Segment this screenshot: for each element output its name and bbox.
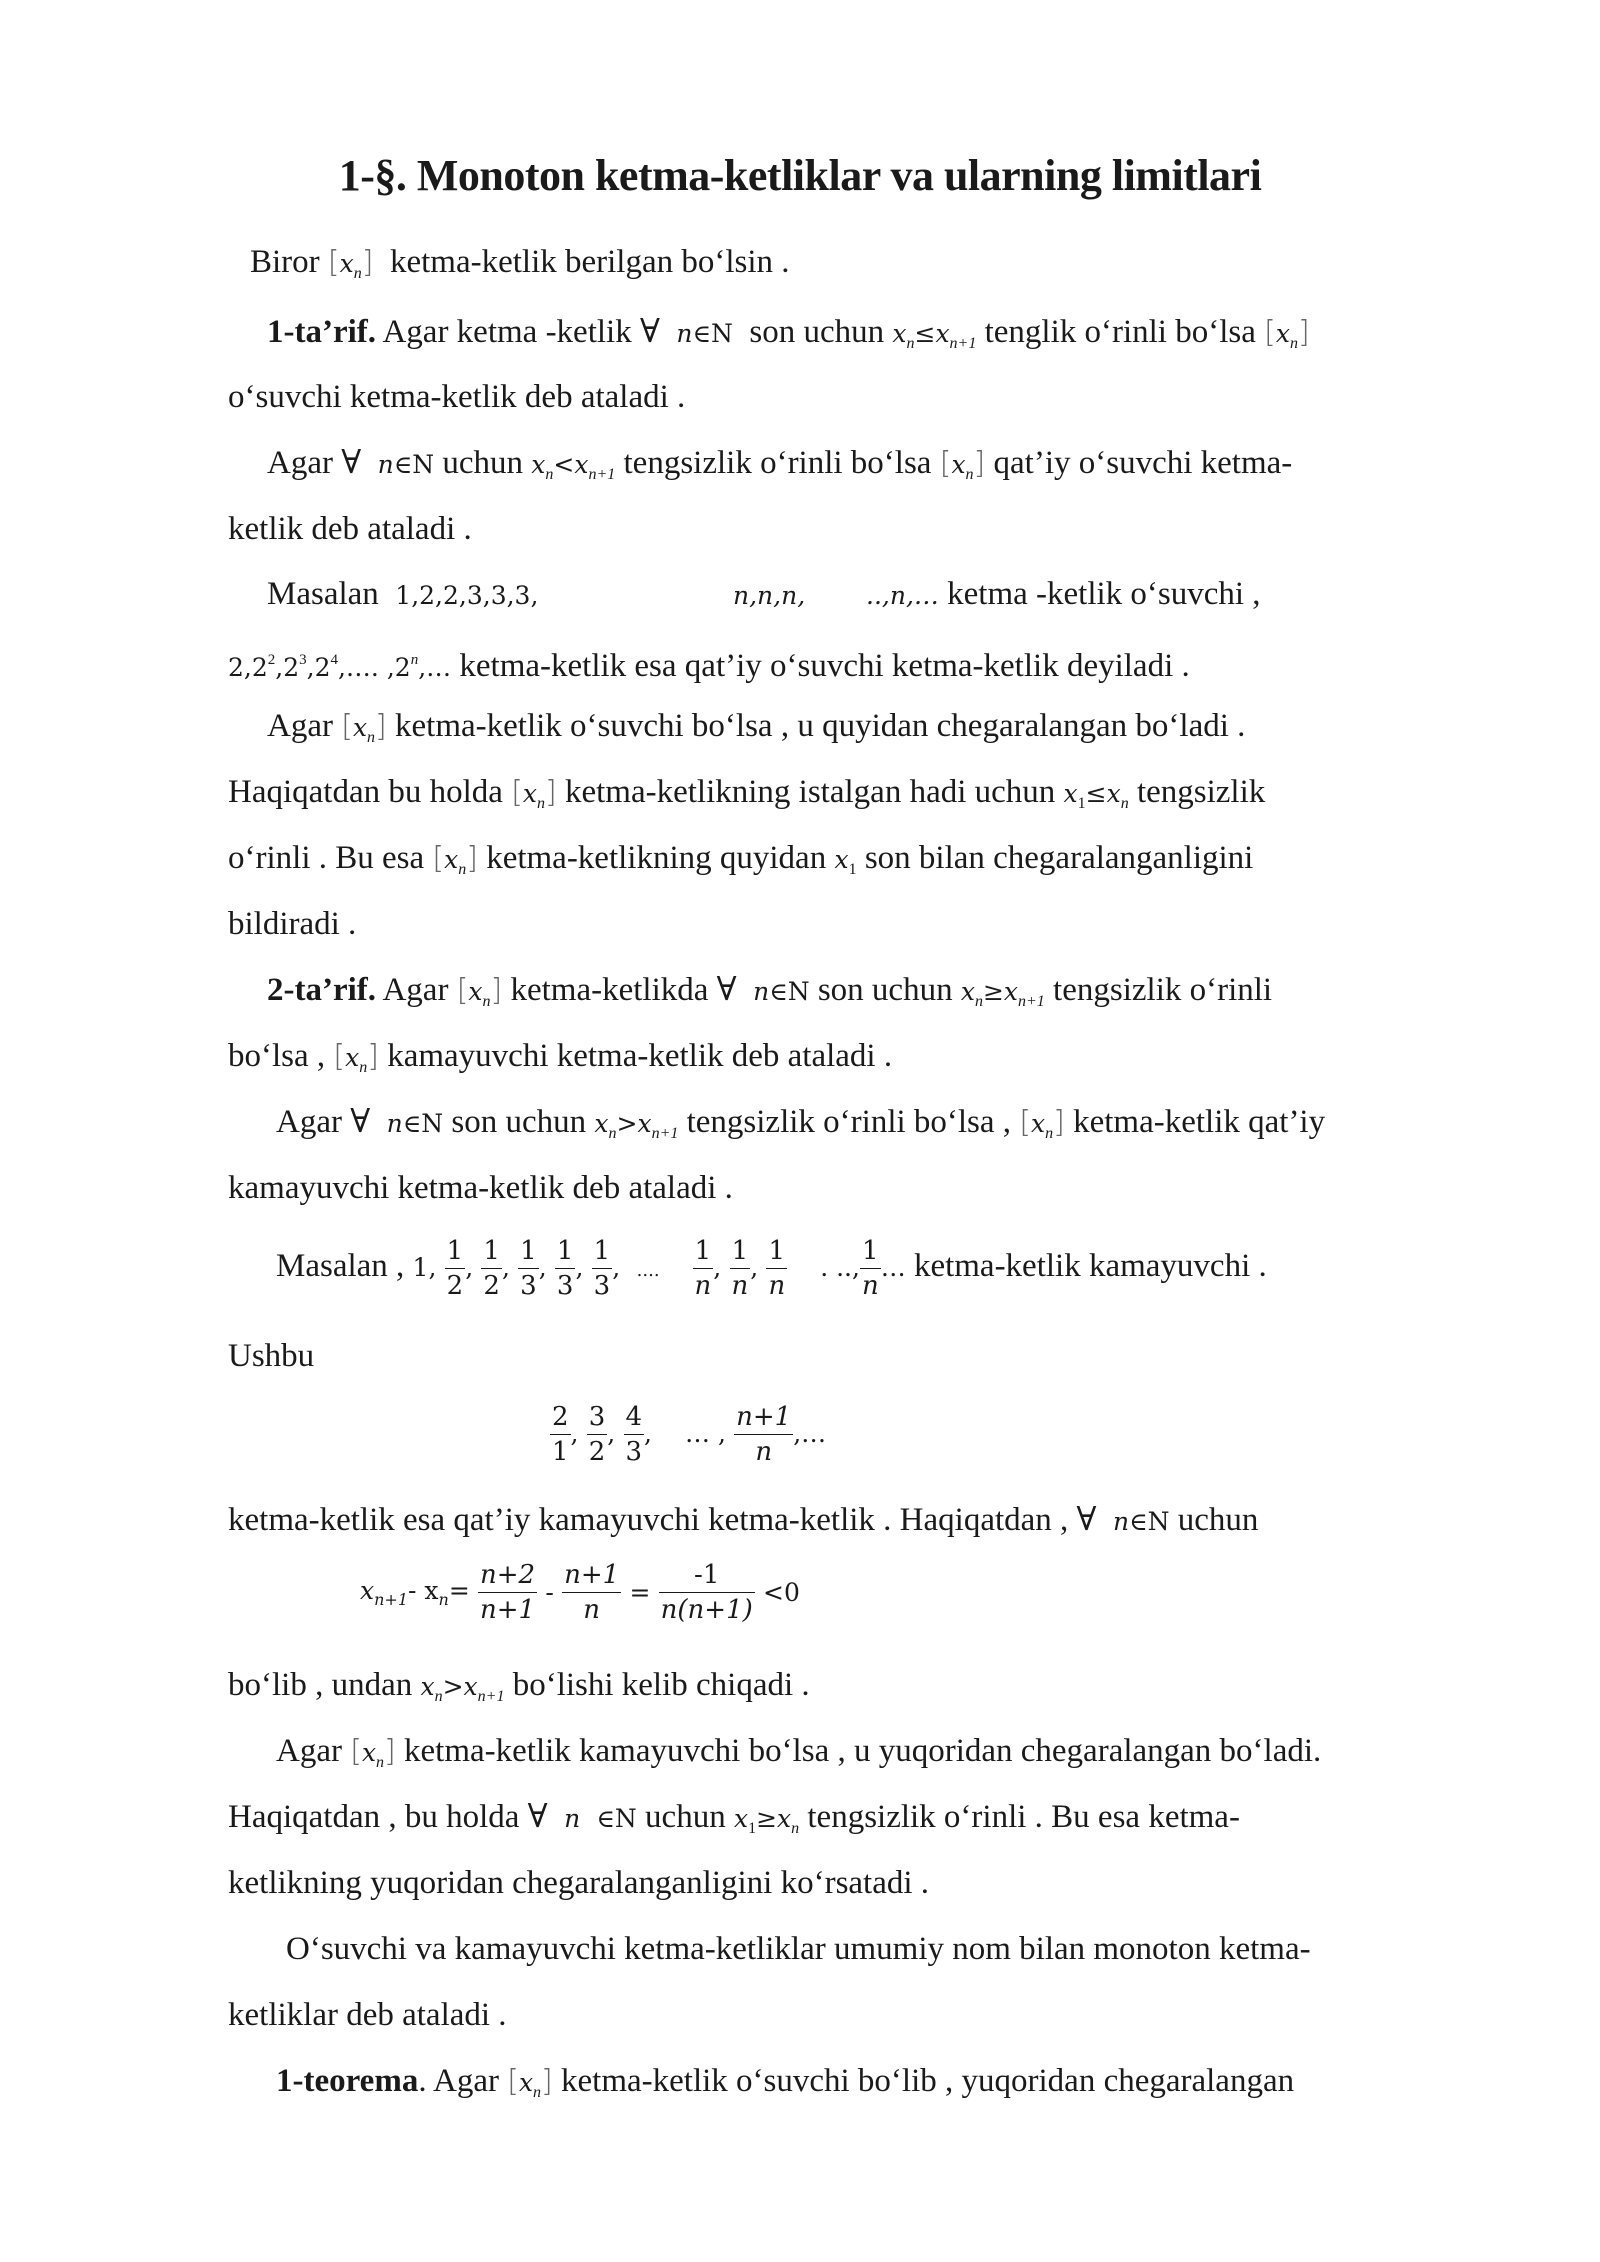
fraction-n-plus-2-over-n-plus-1: $\frac{n+2}{n+1}$	[480, 1560, 536, 1625]
paragraph-6-line-2: ketliklar deb ataladi .	[228, 1997, 507, 2033]
fraction-n-plus-1-over-n: $\frac{n+1}{n}$	[564, 1560, 620, 1625]
fraction-2-1: $\frac{2}{1}$	[552, 1402, 569, 1467]
fraction-1-3: $\frac{1}{3}$	[520, 1236, 537, 1301]
difference-formula: $x_{n+1}-$ $x_n=$ $\frac{n+2}{n+1}$ - $\frac{n+1}{n}$ = $\frac{-1}{n(n+1)}$ <0	[360, 1560, 800, 1625]
intro-line: Biror $[x_n]$ ketma-ketlik berilgan bo‘lsin .	[250, 244, 790, 282]
definition-2-line-1: 2-ta’rif. Agar $[x_n]$ ketma-ketlikda ∀ n∈N son uchun $x_n\ge x_{n+1}$ tengsizlik o‘rinli	[267, 972, 1273, 1010]
fraction-1-3: $\frac{1}{3}$	[556, 1236, 574, 1301]
fraction-1-3: $\frac{1}{3}$	[593, 1236, 611, 1301]
definition-1-line-2: o‘suvchi ketma-ketlik deb ataladi .	[228, 379, 686, 415]
example-1-line-2: $2,2^2,2^3,2^4,\dots$. ,2$^n$,… ketma-ketlik esa qat’iy o‘suvchi ketma-ketlik deyiladi .	[228, 648, 1190, 684]
example-3-sequence: $\frac{2}{1}$ , $\frac{3}{2}$ , $\frac{4}{3}$ , … , $\frac{n+1}{n}$ ,…	[552, 1402, 827, 1467]
definition-2b-line-1: Agar ∀ n∈N son uchun $x_n>x_{n+1}$ tengsizlik o‘rinli bo‘lsa , $[x_n]$ ketma-ketlik qat’iy	[276, 1104, 1326, 1142]
definition-2b-line-2: kamayuvchi ketma-ketlik deb ataladi .	[228, 1170, 733, 1206]
paragraph-5-line-3: ketlikning yuqoridan chegaralanganligini ko‘rsatadi .	[228, 1865, 930, 1901]
fraction-4-3: $\frac{4}{3}$	[625, 1402, 643, 1467]
ushbu-line: Ushbu	[228, 1338, 315, 1374]
fraction-1-2: $\frac{1}{2}$	[483, 1236, 500, 1301]
paragraph-6-line-1: O‘suvchi va kamayuvchi ketma-ketliklar umumiy nom bilan monoton ketma-	[286, 1931, 1311, 1967]
definition-1-line-1: 1-ta’rif. Agar ketma -ketlik ∀ n∈N son uchun $x_n\le x_{n+1}$ tenglik o‘rinli bo‘lsa $[x_n]$	[267, 314, 1310, 352]
paragraph-4-line: bo‘lib , undan $x_n>x_{n+1}$ bo‘lishi kelib chiqadi .	[228, 1667, 810, 1705]
fraction-minus-1-over-n-n-plus-1: $\frac{-1}{n(n+1)}$	[660, 1560, 753, 1625]
example-1-line-1-end: ..,n,… ketma -ketlik o‘suvchi ,	[866, 576, 1261, 612]
definition-2-line-2: bo‘lsa , $[x_n]$ kamayuvchi ketma-ketlik deb ataladi .	[228, 1038, 893, 1076]
paragraph-2-line-1: Agar $[x_n]$ ketma-ketlik o‘suvchi bo‘lsa , u quyidan chegaralangan bo‘ladi .	[267, 708, 1246, 746]
fraction-1-n: $\frac{1}{n}$	[861, 1236, 879, 1301]
fraction-3-2: $\frac{3}{2}$	[588, 1402, 606, 1467]
example-1-seq-n: n,n,n,	[733, 581, 806, 610]
paragraph-3-line: ketma-ketlik esa qat’iy kamayuvchi ketma-ketlik . Haqiqatdan , ∀ n∈N uchun	[228, 1502, 1259, 1538]
paragraph-2-line-2: Haqiqatdan bu holda $[x_n]$ ketma-ketlikning istalgan hadi uchun $x1\le x_n$ tengsizlik	[228, 774, 1266, 812]
theorem-1-label: 1-teorema	[276, 2063, 419, 2099]
fraction-1-n: $\frac{1}{n}$	[731, 1236, 749, 1301]
definition-2-label: 2-ta’rif.	[267, 972, 377, 1008]
paragraph-2-line-4: bildiradi .	[228, 906, 357, 942]
theorem-1-line: 1-teorema. Agar $[x_n]$ ketma-ketlik o‘suvchi bo‘lib , yuqoridan chegaralangan	[276, 2063, 1295, 2101]
paragraph-5-line-2: Haqiqatdan , bu holda ∀ n ∈N uchun $x1\ge x_n$ tengsizlik o‘rinli . Bu esa ketma-	[228, 1799, 1240, 1837]
definition-1b-line-1: Agar ∀ n∈N uchun $x_n<x_{n+1}$ tengsizlik o‘rinli bo‘lsa $[x_n]$ qat’iy o‘suvchi ketma-	[267, 445, 1293, 483]
fraction-n-plus-1-over-n: $\frac{n+1}{n}$	[736, 1402, 792, 1467]
fraction-1-2: $\frac{1}{2}$	[446, 1236, 464, 1301]
section-title: 1-§. Monoton ketma-ketliklar va ularning limitlari	[338, 151, 1262, 200]
fraction-1-n: $\frac{1}{n}$	[768, 1236, 786, 1301]
paragraph-5-line-1: Agar $[x_n]$ ketma-ketlik kamayuvchi bo‘lsa , u yuqoridan chegaralangan bo‘ladi.	[276, 1733, 1322, 1771]
example-2-line: Masalan , 1, $\frac{1}{2}$ , $\frac{1}{2}$ , $\frac{1}{3}$ , $\frac{1}{3}$ , $\frac{1}{3}$ , .... $\frac{1}{n}$ , $\frac{1}{n}$ , $\frac{1}{n}$ . .., $\frac{1}{n}$ … ketma-ketlik kamayuvchi .	[276, 1236, 1267, 1301]
fraction-1-n: $\frac{1}{n}$	[694, 1236, 712, 1301]
definition-1-label: 1-ta’rif.	[267, 314, 377, 350]
paragraph-2-line-3: o‘rinli . Bu esa $[x_n]$ ketma-ketlikning quyidan x1 son bilan chegaralanganligini	[228, 840, 1254, 878]
definition-1b-line-2: ketlik deb ataladi .	[228, 511, 472, 547]
example-1-line-1: Masalan 1,2,2,3,3,3,	[267, 576, 539, 612]
